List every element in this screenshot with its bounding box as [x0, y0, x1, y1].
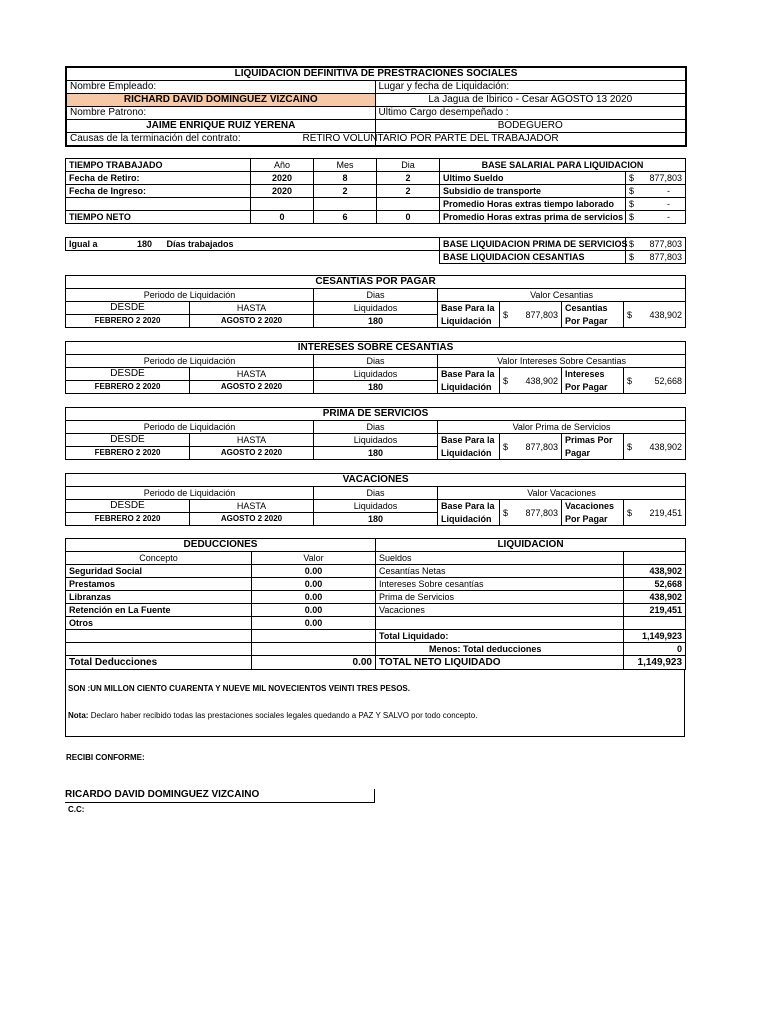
base-label-2: Liquidación	[438, 315, 500, 328]
base-amount: -	[667, 212, 670, 222]
col-valor: Valor	[252, 552, 376, 565]
tiempo-mes: 8	[314, 172, 377, 185]
currency-sign: $	[629, 212, 635, 222]
liquidados-label: Liquidados	[314, 368, 438, 381]
ultimo-cargo-label: Ultimo Cargo desempeñado :	[375, 107, 686, 120]
total-deducciones-label: Total Deducciones	[66, 656, 252, 670]
desde-label: DESDE	[66, 368, 190, 381]
tiempo-anio: 2020	[251, 185, 314, 198]
tiempo-anio	[251, 198, 314, 211]
liq-value	[624, 552, 686, 565]
base-label: Base Para la	[438, 434, 500, 447]
causas	[302, 133, 686, 147]
result-label-2: Por Pagar	[562, 315, 624, 328]
tiempo-mes: 6	[314, 211, 377, 224]
base-label: Promedio Horas extras tiempo laborado	[440, 198, 626, 211]
col-concepto: Concepto	[66, 552, 252, 565]
tiempo-mes: 2	[314, 185, 377, 198]
currency-sign: $	[629, 173, 635, 183]
hasta-date: AGOSTO 2 2020	[190, 315, 314, 328]
dias-trabajados-label: Días trabajados	[164, 238, 440, 251]
deduccion-empty	[66, 630, 252, 643]
total-neto-label: TOTAL NETO LIQUIDADO	[376, 656, 624, 670]
base-value	[626, 198, 686, 211]
currency-sign: $	[629, 252, 635, 262]
result-label: Vacaciones	[562, 500, 624, 513]
igual-table	[65, 237, 686, 264]
result-value	[624, 434, 686, 460]
header-table	[65, 66, 687, 147]
dias-label: Dias	[314, 421, 438, 434]
dias-value: 180	[314, 315, 438, 328]
section-title: INTERESES SOBRE CESANTIAS	[66, 342, 686, 355]
section-title: CESANTIAS POR PAGAR	[66, 276, 686, 289]
col-mes: Mes	[314, 159, 377, 172]
col-tiempo: TIEMPO TRABAJADO	[66, 159, 251, 172]
spacer	[66, 251, 440, 264]
liquidados-label: Liquidados	[314, 500, 438, 513]
valor-label: Valor Intereses Sobre Cesantias	[438, 355, 686, 368]
base-prima-value	[626, 238, 686, 251]
base-label-2: Liquidación	[438, 513, 500, 526]
vacaciones-section	[65, 473, 686, 526]
table-row	[66, 591, 686, 604]
result-label: Cesantias	[562, 302, 624, 315]
base-label: Ultimo Sueldo	[440, 172, 626, 185]
dias-value: 180	[314, 381, 438, 394]
base-value	[626, 172, 686, 185]
tiempo-label	[66, 198, 251, 211]
total-neto: 1,149,923	[624, 656, 686, 670]
liq-label: Intereses Sobre cesantías	[376, 578, 624, 591]
liquidacion-title: LIQUIDACION	[376, 539, 686, 552]
desde-date: FEBRERO 2 2020	[66, 513, 190, 526]
base-value	[500, 500, 562, 526]
total-deducciones: 0.00	[252, 656, 376, 670]
prima-section	[65, 407, 686, 460]
result-label-2: Por Pagar	[562, 381, 624, 394]
nombre-patron-label: Nombre Patrono:	[66, 107, 375, 120]
son-text: SON :UN MILLON CIENTO CUARENTA Y NUEVE MIL NOVECIENTOS VEINTI TRES PESOS.	[68, 684, 410, 693]
col-anio: Año	[251, 159, 314, 172]
cesantias-section	[65, 275, 686, 328]
liquidados-label: Liquidados	[314, 434, 438, 447]
dias-label: Dias	[314, 355, 438, 368]
section-title: VACACIONES	[66, 474, 686, 487]
liq-empty	[624, 617, 686, 630]
result-label-2: Por Pagar	[562, 513, 624, 526]
base-value	[626, 185, 686, 198]
tiempo-dia	[377, 198, 440, 211]
tiempo-row	[66, 172, 686, 185]
deduccion-concepto: Otros	[66, 617, 252, 630]
deducciones-liquidacion-table	[65, 538, 686, 670]
base-prima-label: BASE LIQUIDACION PRIMA DE SERVICIOS	[440, 238, 626, 251]
total-liquidado: 1,149,923	[624, 630, 686, 643]
desde-label: DESDE	[66, 434, 190, 447]
result-amount: 438,902	[649, 309, 683, 320]
base-amount: -	[667, 199, 670, 209]
currency-sign: $	[503, 507, 509, 518]
hasta-date: AGOSTO 2 2020	[190, 513, 314, 526]
currency-sign: $	[629, 186, 635, 196]
currency-sign: $	[627, 507, 633, 518]
base-value	[626, 211, 686, 224]
result-value	[624, 500, 686, 526]
valor-label: Valor Cesantias	[438, 289, 686, 302]
intereses-section	[65, 341, 686, 394]
table-row	[66, 578, 686, 591]
table-row	[66, 604, 686, 617]
dias-value: 180	[314, 447, 438, 460]
base-amount: 877,803	[525, 309, 558, 320]
currency-sign: $	[627, 441, 633, 452]
menos-deducciones-text: Menos: Total deducciones	[429, 644, 542, 654]
col-dia: Dia	[377, 159, 440, 172]
periodo-label: Periodo de Liquidación	[66, 355, 314, 368]
tiempo-dia: 2	[377, 185, 440, 198]
tiempo-dia: 2	[377, 172, 440, 185]
lugar-fecha: La Jagua de Ibirico - Cesar AGOSTO 13 2020	[375, 94, 686, 107]
periodo-label: Periodo de Liquidación	[66, 421, 314, 434]
recibi-conforme: RECIBI CONFORME:	[66, 753, 145, 762]
base-amount: 877,803	[649, 173, 682, 183]
hasta-label: HASTA	[190, 500, 314, 513]
document-title: LIQUIDACION DEFINITIVA DE PRESTRACIONES SOCIALES	[66, 67, 686, 81]
nombre-empleado: RICHARD DAVID DOMINGUEZ VIZCAINO	[66, 94, 375, 107]
base-amount: 438,902	[525, 375, 558, 386]
tiempo-label: Fecha de Ingreso:	[66, 185, 251, 198]
liq-value: 219,451	[624, 604, 686, 617]
lugar-fecha-label: Lugar y fecha de Liquidación:	[375, 81, 686, 94]
liq-label: Sueldos	[376, 552, 624, 565]
hasta-label: HASTA	[190, 368, 314, 381]
base-label: Promedio Horas extras prima de servicios	[440, 211, 626, 224]
tiempo-anio: 2020	[251, 172, 314, 185]
liq-value: 52,668	[624, 578, 686, 591]
liq-label: Vacaciones	[376, 604, 624, 617]
base-label: Subsidio de transporte	[440, 185, 626, 198]
deduccion-concepto: Seguridad Social	[66, 565, 252, 578]
deduccion-valor: 0.00	[252, 617, 376, 630]
liq-empty	[376, 617, 624, 630]
tiempo-row	[66, 211, 686, 224]
base-cesantias-amount: 877,803	[649, 252, 682, 262]
deduccion-valor: 0.00	[252, 604, 376, 617]
liq-label: Cesantías Netas	[376, 565, 624, 578]
base-label: Base Para la	[438, 302, 500, 315]
tiempo-label: Fecha de Retiro:	[66, 172, 251, 185]
result-label: Primas Por	[562, 434, 624, 447]
desde-date: FEBRERO 2 2020	[66, 315, 190, 328]
result-label: Intereses	[562, 368, 624, 381]
deduccion-valor: 0.00	[252, 578, 376, 591]
dias-value: 180	[314, 513, 438, 526]
hasta-date: AGOSTO 2 2020	[190, 447, 314, 460]
currency-sign: $	[503, 441, 509, 452]
menos-deducciones: 0	[624, 643, 686, 656]
desde-label: DESDE	[66, 302, 190, 315]
currency-sign: $	[627, 309, 633, 320]
igual-dias: 180	[126, 238, 164, 251]
deducciones-title: DEDUCCIONES	[66, 539, 376, 552]
valor-label: Valor Vacaciones	[438, 487, 686, 500]
hasta-date: AGOSTO 2 2020	[190, 381, 314, 394]
currency-sign: $	[503, 309, 509, 320]
nota-label: Nota:	[68, 711, 89, 720]
base-label-2: Liquidación	[438, 447, 500, 460]
igual-label: Igual a	[66, 238, 126, 251]
liquidados-label: Liquidados	[314, 302, 438, 315]
col-base: BASE SALARIAL PARA LIQUIDACION	[440, 159, 686, 172]
nombre-patron: JAIME ENRIQUE RUIZ YERENA	[66, 120, 375, 133]
hasta-label: HASTA	[190, 434, 314, 447]
base-amount: -	[667, 186, 670, 196]
tiempo-dia: 0	[377, 211, 440, 224]
tiempo-label: TIEMPO NETO	[66, 211, 251, 224]
result-label-2: Pagar	[562, 447, 624, 460]
tiempo-anio: 0	[251, 211, 314, 224]
nota-text: Declaro haber recibido todas las prestaciones sociales legales quedando a PAZ Y SALVO por todo concepto.	[90, 711, 478, 720]
base-label: Base Para la	[438, 368, 500, 381]
currency-sign: $	[627, 375, 633, 386]
causas-value: RETIRO VOLUNTARIO POR PARTE DEL TRABAJADOR	[302, 133, 559, 144]
deduccion-empty	[66, 643, 252, 656]
base-amount: 877,803	[525, 441, 558, 452]
base-value	[500, 434, 562, 460]
ultimo-cargo: BODEGUERO	[375, 120, 686, 133]
nombre-empleado-label: Nombre Empleado:	[66, 81, 375, 94]
deduccion-concepto: Libranzas	[66, 591, 252, 604]
base-value	[500, 368, 562, 394]
deduccion-valor: 0.00	[252, 565, 376, 578]
base-label: Base Para la	[438, 500, 500, 513]
periodo-label: Periodo de Liquidación	[66, 487, 314, 500]
nota-line	[68, 711, 477, 720]
result-value	[624, 368, 686, 394]
table-row	[66, 617, 686, 630]
desde-label: DESDE	[66, 500, 190, 513]
tiempo-table	[65, 158, 686, 224]
currency-sign: $	[503, 375, 509, 386]
firma-nombre: RICARDO DAVID DOMINGUEZ VIZCAINO	[65, 789, 375, 803]
hasta-label: HASTA	[190, 302, 314, 315]
section-title: PRIMA DE SERVICIOS	[66, 408, 686, 421]
desde-date: FEBRERO 2 2020	[66, 381, 190, 394]
causas-label: Causas de la terminación del contrato:	[66, 133, 375, 147]
liq-value: 438,902	[624, 591, 686, 604]
deduccion-empty	[252, 630, 376, 643]
result-amount: 219,451	[649, 507, 683, 518]
deduccion-empty	[252, 643, 376, 656]
result-amount: 438,902	[649, 441, 683, 452]
dias-label: Dias	[314, 487, 438, 500]
table-row	[66, 565, 686, 578]
periodo-label: Periodo de Liquidación	[66, 289, 314, 302]
base-amount: 877,803	[525, 507, 558, 518]
cc-label: C.C:	[68, 805, 85, 814]
base-cesantias-value	[626, 251, 686, 264]
menos-deducciones-label	[376, 643, 624, 656]
desde-date: FEBRERO 2 2020	[66, 447, 190, 460]
tiempo-row	[66, 198, 686, 211]
liq-value: 438,902	[624, 565, 686, 578]
tiempo-mes	[314, 198, 377, 211]
valor-label: Valor Prima de Servicios	[438, 421, 686, 434]
currency-sign: $	[629, 239, 635, 249]
son-nota-box	[65, 669, 685, 737]
deduccion-valor: 0.00	[252, 591, 376, 604]
base-cesantias-label: BASE LIQUIDACION CESANTIAS	[440, 251, 626, 264]
base-value	[500, 302, 562, 328]
result-value	[624, 302, 686, 328]
tiempo-row	[66, 185, 686, 198]
deduccion-concepto: Prestamos	[66, 578, 252, 591]
dias-label: Dias	[314, 289, 438, 302]
base-prima-amount: 877,803	[649, 239, 682, 249]
base-label-2: Liquidación	[438, 381, 500, 394]
total-liquidado-label: Total Liquidado:	[376, 630, 624, 643]
deduccion-concepto: Retención en La Fuente	[66, 604, 252, 617]
result-amount: 52,668	[654, 375, 683, 386]
currency-sign: $	[629, 199, 635, 209]
liq-label: Prima de Servicios	[376, 591, 624, 604]
